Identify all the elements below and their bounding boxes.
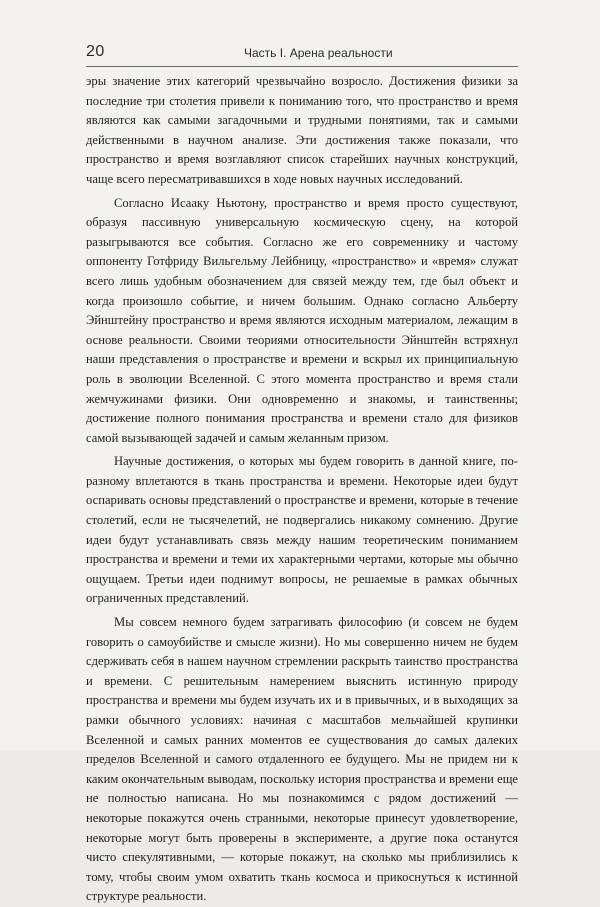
page-number: 20 [86, 43, 105, 60]
running-head [86, 40, 518, 67]
paragraph-continued: эры значение этих категорий чрезвычайно возросло. Достижения физики за последние три столетия привели к пониманию того, что пространство и время являются как самыми загадочными и трудными понятиями, так и самыми действенными в научном анализе. Эти достижения также показали, что пространство и время возглавляют список старейших научных конструкций, чаще всего пересматривавшихся в ходе новых научных исследований. [86, 74, 518, 186]
paragraph-scientific-achievements: Научные достижения, о которых мы будем говорить в данной книге, по-разному вплетаются в ткань пространства и времени. Некоторые идеи будут оспаривать основы представлений о пространстве и времени, которые в течение столетий, если не тысячелетий, не подвергались никакому сомнению. Другие идеи будут устанавливать связь между нашим теоретическим пониманием пространства и времени и теми их характерными чертами, которые мы обычно ощущаем. Третьи идеи поднимут вопросы, не решаемые в рамках обычных ограниченных представлений. [86, 454, 518, 606]
paragraph-philosophy-and-aims: Мы совсем немного будем затрагивать философию (и совсем не будем говорить о самоубийстве и смысле жизни). Но мы совершенно ничем не будем сдерживать себя в нашем научном стремлении раскрыть таинство пространства и времени. С решительным намерением выяснить истинную природу пространства и времени мы будем изучать их и в привычных, и в выходящих за рамки обычного условиях: начиная с масштабов мельчайшей крупинки Вселенной и самых ранних моментов ее существования до самых далеких пределов Вселенной и самого отдаленного ее будущего. Мы не придем ни к каким окончательным выводам, поскольку история пространства и времени еще не полностью написана. Но мы познакомимся с рядом достижений — некоторые покажутся очень странными, некоторые принесут удовлетворение, некоторые могут быть проверены в эксперименте, а другие пока останутся чисто спекулятивными, — которые покажут, на сколько мы приблизились к тому, чтобы своим умом охватить ткань космоса и прикоснуться к истинной структуре реальности. [86, 615, 518, 904]
paragraph-newton-leibniz-einstein: Согласно Исааку Ньютону, пространство и время просто существуют, образуя пассивную универсальную космическую сцену, на которой разыгрываются все события. Согласно же его современнику и частому оппоненту Готфриду Вильгельму Лейбницу, «пространство» и «время» служат всего лишь удобным обозначением для связей между тем, где был объект и когда произошло событие, и ничем большим. Однако согласно Альберту Эйнштейну пространство и время являются исходным материалом, лежащим в основе реальности. Своими теориями относительности Эйнштейн встряхнул наши представления о пространстве и времени и вскрыл их принципиальную роль в эволюции Вселенной. С этого момента пространство и время стали жемчужинами физики. Они одновременно и знакомы, и таинственны; достижение полного понимания пространства и времени стало для физиков самой вызывающей задачей и самым желанным призом. [86, 195, 518, 445]
part-title: Часть I. Арена реальности [244, 46, 393, 60]
body-text [86, 72, 518, 907]
